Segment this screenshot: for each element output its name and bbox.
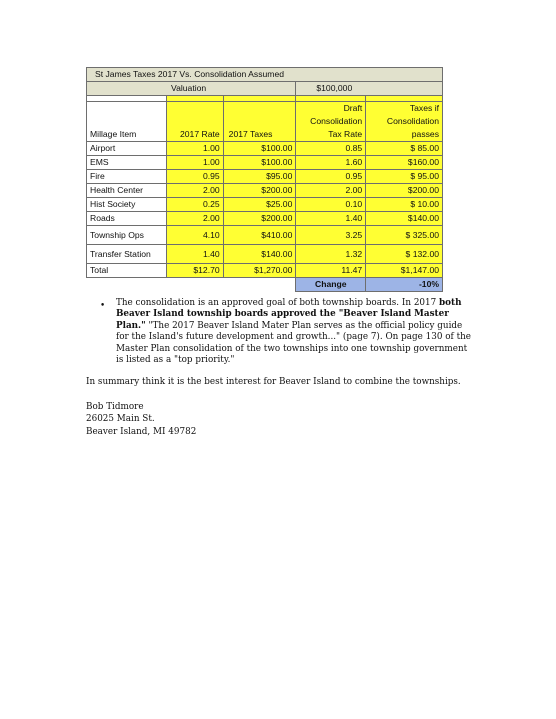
- table-row: [87, 226, 443, 245]
- header-tax-rate: Tax Rate: [296, 128, 366, 142]
- taxes-cell: $25.00: [223, 198, 296, 212]
- bullet-text-part2: "The 2017 Beaver Island Mater Plan serves as the official policy guide for the Island's future development and growth..." (page 7). On page 130 of the Master Plan consolidation of the two townships into one township government is listed as a "top priority.": [116, 320, 471, 366]
- table-row: [87, 212, 443, 226]
- bullet-text-bold: both Beaver Island township boards approved the "Beaver Island Master Plan.": [116, 298, 462, 331]
- change-row: [87, 278, 443, 292]
- millage-item: Airport: [87, 142, 167, 156]
- header-consolidation: Consolidation: [366, 115, 443, 128]
- tax-comparison-table: [86, 67, 443, 292]
- header-consolidation: Consolidation: [296, 115, 366, 128]
- draft-rate-cell: 3.25: [296, 226, 366, 245]
- taxes-if-passes-cell: $140.00: [366, 212, 443, 226]
- table-row: [87, 156, 443, 170]
- rate-cell: 0.95: [166, 170, 223, 184]
- draft-rate-cell: 1.40: [296, 212, 366, 226]
- header-row-1: [87, 102, 443, 116]
- taxes-if-passes-cell: $160.00: [366, 156, 443, 170]
- table-row: [87, 198, 443, 212]
- header-blank: [166, 102, 223, 116]
- total-draft-rate: 11.47: [296, 264, 366, 278]
- taxes-cell: $95.00: [223, 170, 296, 184]
- rate-cell: 1.00: [166, 142, 223, 156]
- draft-rate-cell: 0.95: [296, 170, 366, 184]
- millage-item: Hist Society: [87, 198, 167, 212]
- millage-item: Transfer Station: [87, 245, 167, 264]
- header-blank: [166, 115, 223, 128]
- draft-rate-cell: 1.60: [296, 156, 366, 170]
- header-row-3: [87, 128, 443, 142]
- table-row: [87, 170, 443, 184]
- taxes-if-passes-cell: $ 85.00: [366, 142, 443, 156]
- millage-item: Township Ops: [87, 226, 167, 245]
- taxes-cell: $100.00: [223, 156, 296, 170]
- table-title: St James Taxes 2017 Vs. Consolidation Assumed: [87, 68, 443, 82]
- header-draft: Draft: [296, 102, 366, 116]
- change-value: -10%: [366, 278, 443, 292]
- table-title-valuation: Valuation: [87, 82, 296, 96]
- taxes-if-passes-cell: $ 10.00: [366, 198, 443, 212]
- total-taxes: $1,270.00: [223, 264, 296, 278]
- millage-item: Health Center: [87, 184, 167, 198]
- draft-rate-cell: 2.00: [296, 184, 366, 198]
- table-row: [87, 184, 443, 198]
- rate-cell: 4.10: [166, 226, 223, 245]
- millage-item: EMS: [87, 156, 167, 170]
- header-passes: passes: [366, 128, 443, 142]
- signature-street: 26025 Main St.: [86, 414, 155, 425]
- taxes-if-passes-cell: $ 325.00: [366, 226, 443, 245]
- taxes-cell: $410.00: [223, 226, 296, 245]
- total-taxes-if-passes: $1,147.00: [366, 264, 443, 278]
- header-taxes-if: Taxes if: [366, 102, 443, 116]
- millage-item: Fire: [87, 170, 167, 184]
- total-label: Total: [87, 264, 167, 278]
- header-millage-item: Millage Item: [87, 128, 167, 142]
- taxes-cell: $200.00: [223, 212, 296, 226]
- millage-item: Roads: [87, 212, 167, 226]
- header-blank: [223, 115, 296, 128]
- table-title-row-2: [87, 82, 443, 96]
- header-2017-rate: 2017 Rate: [166, 128, 223, 142]
- taxes-if-passes-cell: $ 132.00: [366, 245, 443, 264]
- draft-rate-cell: 0.10: [296, 198, 366, 212]
- header-row-2: [87, 115, 443, 128]
- taxes-if-passes-cell: $ 95.00: [366, 170, 443, 184]
- taxes-cell: $140.00: [223, 245, 296, 264]
- rate-cell: 2.00: [166, 184, 223, 198]
- total-rate: $12.70: [166, 264, 223, 278]
- total-row: [87, 264, 443, 278]
- signature-name: Bob Tidmore: [86, 402, 144, 412]
- summary-paragraph: In summary think it is the best interest for Beaver Island to combine the townships.: [86, 377, 461, 387]
- bullet-text-part1: The consolidation is an approved goal of both township boards. In 2017: [116, 298, 440, 308]
- table-row: [87, 142, 443, 156]
- bullet-marker: •: [100, 301, 106, 311]
- draft-rate-cell: 0.85: [296, 142, 366, 156]
- taxes-if-passes-cell: $200.00: [366, 184, 443, 198]
- rate-cell: 1.40: [166, 245, 223, 264]
- taxes-cell: $100.00: [223, 142, 296, 156]
- change-label: Change: [296, 278, 366, 292]
- header-blank: [223, 102, 296, 116]
- signature-block: [86, 401, 196, 438]
- bullet-paragraph: [116, 298, 476, 366]
- header-2017-taxes: 2017 Taxes: [223, 128, 296, 142]
- header-blank: [87, 115, 167, 128]
- rate-cell: 1.00: [166, 156, 223, 170]
- valuation-amount: $100,000: [296, 82, 443, 96]
- signature-city: Beaver Island, MI 49782: [86, 426, 197, 437]
- header-blank: [87, 102, 167, 116]
- draft-rate-cell: 1.32: [296, 245, 366, 264]
- rate-cell: 0.25: [166, 198, 223, 212]
- taxes-cell: $200.00: [223, 184, 296, 198]
- table-title-row: [87, 68, 443, 82]
- table-row: [87, 245, 443, 264]
- rate-cell: 2.00: [166, 212, 223, 226]
